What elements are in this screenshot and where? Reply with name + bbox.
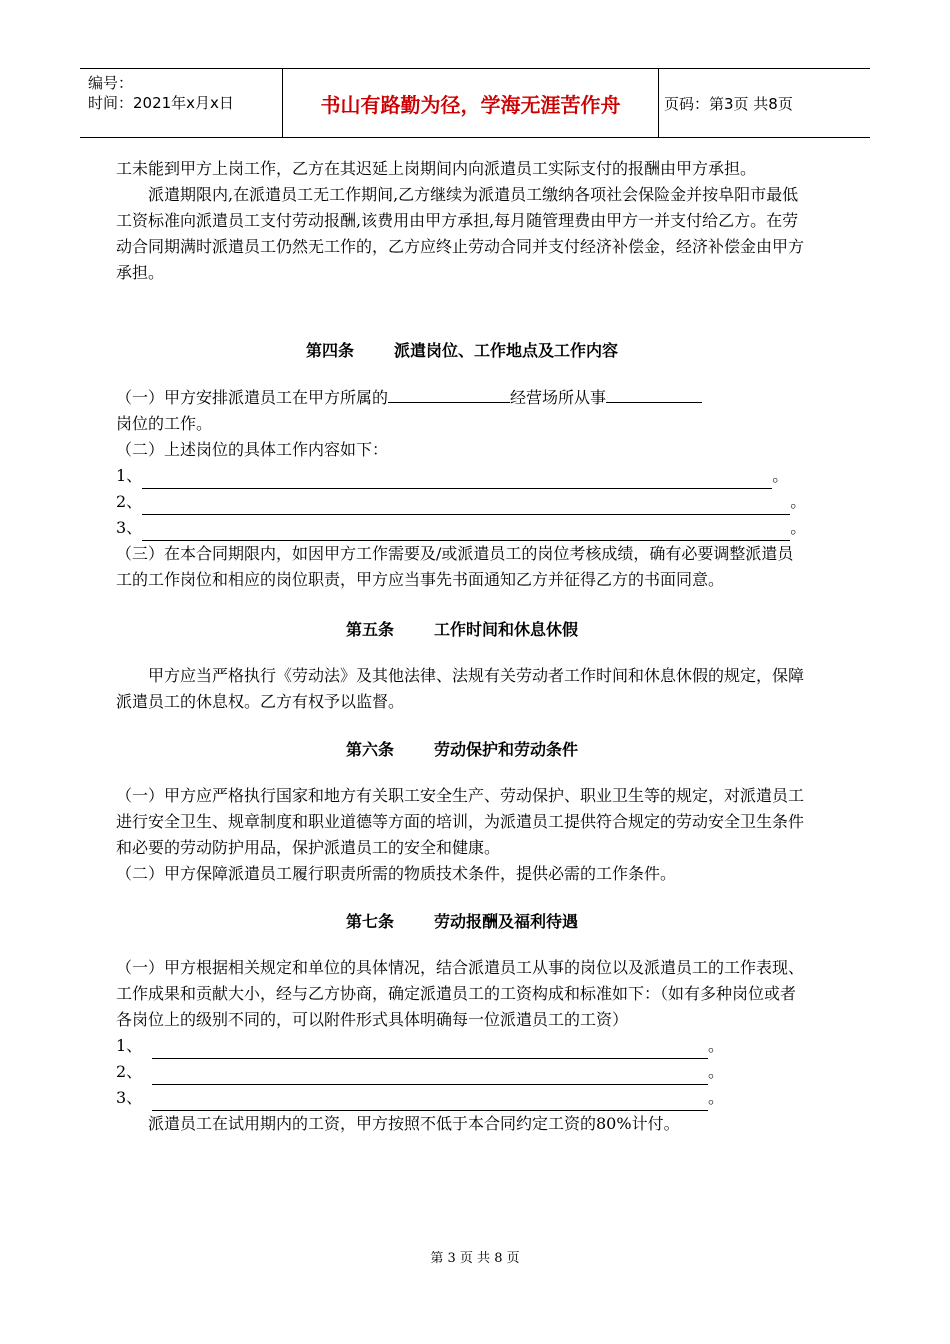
list-item: 1、 。 [116, 463, 808, 489]
article-4-clause-1: （一）甲方安排派遣员工在甲方所属的 经营场所从事 [116, 384, 808, 411]
list-item: 1、 。 [116, 1033, 808, 1059]
article-4-number: 第四条 [305, 341, 354, 360]
article-4-title: 派遣岗位、工作地点及工作内容 [394, 341, 619, 360]
blank-line[interactable] [142, 470, 772, 489]
article-5-number: 第五条 [345, 620, 394, 639]
article-7-heading [116, 909, 808, 935]
blank-line[interactable] [152, 1092, 708, 1111]
list-item: 2、 。 [116, 489, 808, 515]
article-6-clause-1: （一）甲方应严格执行国家和地方有关职工安全生产、劳动保护、职业卫生等的规定，对派遣员工进行安全卫生、规章制度和职业道德等方面的培训，为派遣员工提供符合规定的劳动安全卫生条件和必要的劳动防护用品，保护派遣员工的安全和健康。 [116, 786, 805, 857]
article-7-clause-1: （一）甲方根据相关规定和单位的具体情况，结合派遣员工从事的岗位以及派遣员工的工作表现、工作成果和贡献大小，经与乙方协商，确定派遣员工的工资构成和标准如下：（如有多种岗位或者各岗位上的级别不同的，可以附件形式具体明确每一位派遣员工的工资） [116, 958, 805, 1029]
article-5-heading [116, 617, 808, 643]
article-4-heading [116, 338, 808, 364]
page-footer: 第 3 页 共 8 页 [430, 1251, 520, 1266]
paragraph-1: 工未能到甲方上岗工作，乙方在其迟延上岗期间内向派遣员工实际支付的报酬由甲方承担。 [116, 159, 757, 178]
page-header [80, 68, 870, 138]
article-7-title: 劳动报酬及福利待遇 [434, 912, 579, 931]
date-label: 时间：2021年x月x日 [88, 94, 234, 112]
article-6-heading [116, 737, 808, 763]
article-7-trial-wage: 派遣员工在试用期内的工资，甲方按照不低于本合同约定工资的80%计付。 [148, 1114, 680, 1133]
article-5-paragraph: 甲方应当严格执行《劳动法》及其他法律、法规有关劳动者工作时间和休息休假的规定，保障派遣员工的休息权。乙方有权予以监督。 [116, 666, 805, 711]
list-item: 2、 。 [116, 1059, 808, 1085]
header-page-number: 页码：第3页 共8页 [664, 94, 793, 113]
blank-line[interactable] [388, 384, 510, 403]
article-6-number: 第六条 [345, 740, 394, 759]
article-6-title: 劳动保护和劳动条件 [434, 740, 579, 759]
blank-line[interactable] [152, 1066, 708, 1085]
article-5-title: 工作时间和休息休假 [434, 620, 579, 639]
blank-line[interactable] [142, 496, 790, 515]
article-4-clause-1-cont: 岗位的工作。 [116, 414, 213, 433]
list-item: 3、 。 [116, 515, 808, 541]
document-body [116, 156, 808, 1137]
header-motto: 书山有路勤为径，学海无涯苦作舟 [282, 69, 659, 137]
article-4-clause-2: （二）上述岗位的具体工作内容如下： [116, 440, 389, 459]
blank-line[interactable] [152, 1040, 708, 1059]
header-info [88, 73, 278, 113]
article-4-clause-3: （三）在本合同期限内，如因甲方工作需要及/或派遣员工的岗位考核成绩，确有必要调整派遣员工的工作岗位和相应的岗位职责，甲方应当事先书面通知乙方并征得乙方的书面同意。 [116, 544, 794, 589]
paragraph-2: 派遣期限内,在派遣员工无工作期间,乙方继续为派遣员工缴纳各项社会保险金并按阜阳市最低工资标准向派遣员工支付劳动报酬,该费用由甲方承担,每月随管理费由甲方一并支付给乙方。在劳动合同期满时派遣员工仍然无工作的，乙方应终止劳动合同并支付经济补偿金，经济补偿金由甲方承担。 [116, 185, 805, 282]
blank-line[interactable] [142, 522, 790, 541]
list-item: 3、 。 [116, 1085, 808, 1111]
article-6-clause-2: （二）甲方保障派遣员工履行职责所需的物质技术条件，提供必需的工作条件。 [116, 864, 677, 883]
number-label: 编号： [88, 74, 134, 92]
blank-line[interactable] [606, 384, 702, 403]
article-7-number: 第七条 [345, 912, 394, 931]
